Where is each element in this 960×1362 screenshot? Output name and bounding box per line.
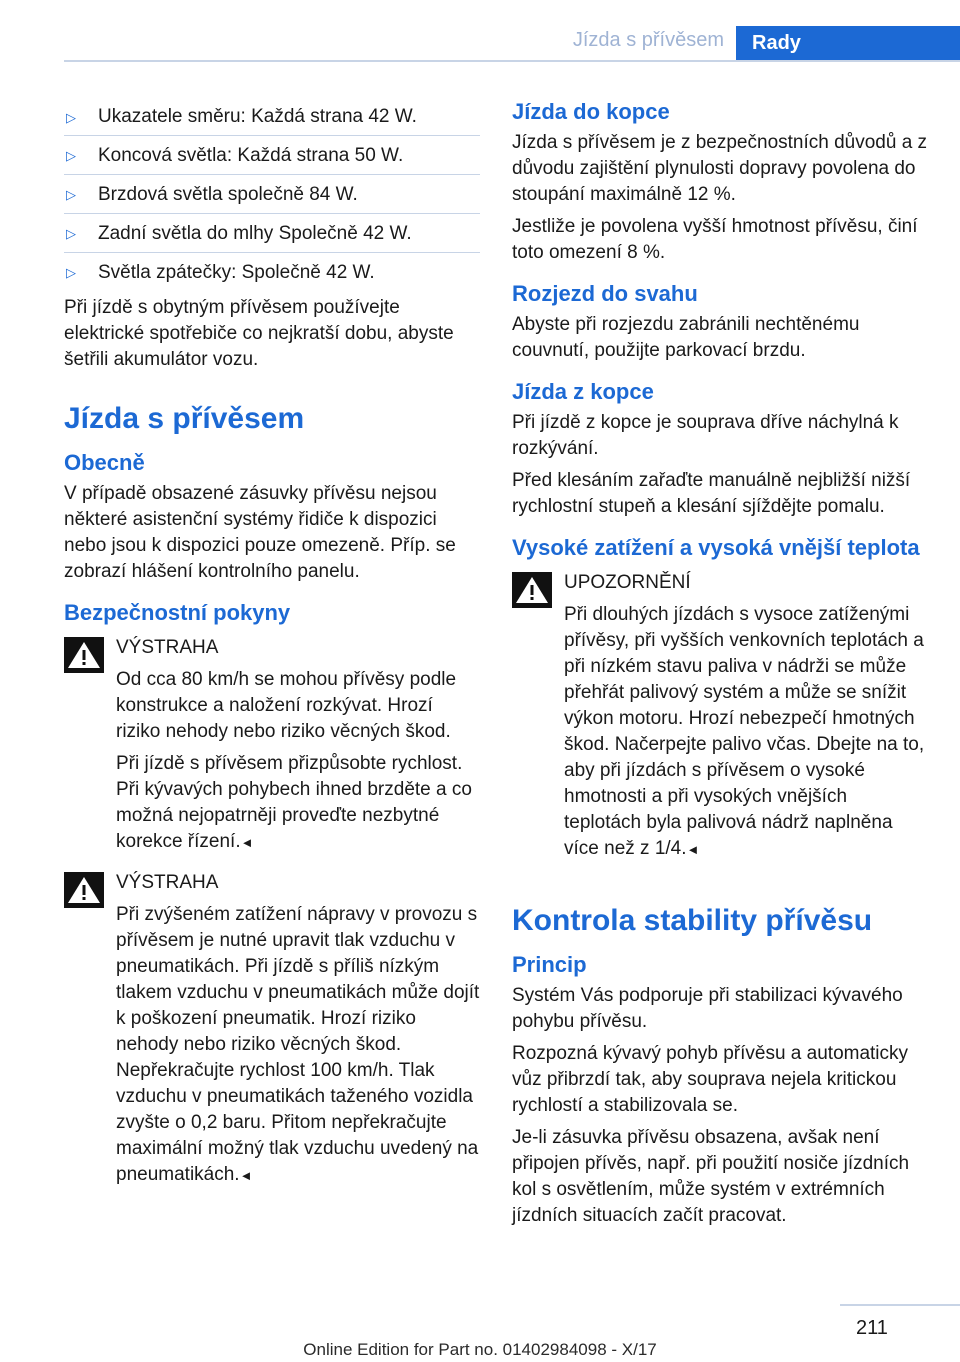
subheading-downhill: Jízda z kopce [512, 379, 654, 404]
warning-title: VÝSTRAHA [116, 637, 219, 658]
subheading-principle: Princip [512, 952, 587, 977]
paragraph-trailer-power: Při jízdě s obytným přívěsem používejte elektrické spotřebiče co nejkratší dobu, abyste šetřili akumulátor vozu. [64, 297, 454, 370]
subheading-high-load: Vysoké zatížení a vysoká vnější teplota [512, 535, 920, 560]
end-marker-icon: ◄ [240, 835, 254, 850]
warning-text: Při jízdě s přívěsem přizpůsobte rychlost. Při kývavých pohybech ihned brzděte a co možná nejopatrněji proveďte nezbytné korekce řízení.◄ [116, 753, 472, 852]
list-item: ▷ Ukazatele směru: Každá strana 42 W. [64, 98, 480, 136]
left-column [64, 98, 480, 1195]
notice-text: Při dlouhých jízdách s vysoce zatíženými přívěsy, při vyšších venkovních teplotách a při nízkém stavu paliva v nádrži se může přehřát palivový systém a může se snížit výkon motoru. Hrozí nebezpečí hmotných škod. Načerpejte palivo včas. Dbejte na to, aby při jízdách s přívěsem o vysoké hmotnosti a při vysokých vnějších teplotách byla palivová nádrž naplněna více než z 1/4.◄ [564, 604, 925, 859]
list-item: ▷ Zadní světla do mlhy Společně 42 W. [64, 214, 480, 253]
end-marker-icon: ◄ [239, 1168, 253, 1183]
footer-divider [840, 1304, 960, 1306]
bulb-wattage-list [64, 98, 480, 291]
paragraph-start-on-slope: Abyste při rozjezdu zabránili nechtěnému couvnutí, použijte parkovací brzdu. [512, 314, 860, 361]
notice-block [512, 570, 928, 863]
paragraph-principle-2: Rozpozná kývavý pohyb přívěsu a automaticky vůz přibrzdí tak, aby souprava nejela kritickou rychlostí a stabilizovala se. [512, 1043, 909, 1116]
warning-block-1 [64, 635, 480, 856]
paragraph-downhill-2: Před klesáním zařaďte manuálně nejbližší nižší rychlostní stupeň a klesání sjíždějte pomalu. [512, 470, 911, 517]
footer-edition-text: Online Edition for Part no. 01402984098 - X/17 [303, 1340, 657, 1359]
paragraph-general: V případě obsazené zásuvky přívěsu nejsou některé asistenční systémy řidiče k dispozici nebo jsou k dispozici pouze omezeně. Příp. se zobrazí hlášení kontrolního panelu. [64, 483, 456, 582]
page-number: 211 [856, 1317, 888, 1339]
paragraph-uphill-1: Jízda s přívěsem je z bezpečnostních důvodů a z důvodu zajištění plynulosti dopravy povolena do stoupání maximálně 12 %. [512, 132, 928, 205]
subheading-uphill: Jízda do kopce [512, 99, 670, 124]
list-item: ▷ Brzdová světla společně 84 W. [64, 175, 480, 214]
warning-text: Od cca 80 km/h se mohou přívěsy podle konstrukce a naložení rozkývat. Hrozí riziko nehody nebo riziko věcných škod. [116, 669, 457, 742]
triangle-right-icon: ▷ [66, 226, 76, 241]
list-item: ▷ Světla zpátečky: Společně 42 W. [66, 262, 375, 283]
right-column [512, 98, 928, 1235]
paragraph-downhill-1: Při jízdě z kopce je souprava dříve náchylná k rozkývání. [512, 412, 899, 459]
subheading-safety: Bezpečnostní pokyny [64, 600, 291, 625]
header-chapter-tab[interactable]: Rady [736, 26, 960, 62]
paragraph-uphill-2: Jestliže je povolena vyšší hmotnost přívěsu, činí toto omezení 8 %. [512, 216, 918, 263]
warning-text: Při zvýšeném zatížení nápravy v provozu s přívěsem je nutné upravit tlak vzduchu v pneumatikách. Při jízdě s příliš nízkým tlakem vzduchu v pneumatikách může dojít k poškození pneumatik. Hrozí riziko nehody nebo riziko věcných škod. Nepřekračujte rychlost 100 km/h. Tlak vzduchu v pneumatikách taženého vozidla zvyšte o 0,2 baru. Přitom nepřekračujte maximální možný tlak vzduchu uvedený na pneumatikách.◄ [116, 904, 480, 1185]
section-heading-stability: Kontrola stability přívěsu [512, 904, 873, 937]
section-heading-towing: Jízda s přívěsem [64, 402, 305, 435]
header-divider [64, 60, 960, 62]
paragraph-principle-3: Je-li zásuvka přívěsu obsazena, avšak není připojen přívěs, např. při použití nosiče jízdních kol s osvětlením, může systém v extrémních jízdních situacích začít pracovat. [512, 1127, 910, 1226]
warning-triangle-icon [64, 637, 104, 673]
end-marker-icon: ◄ [686, 842, 700, 857]
paragraph-principle-1: Systém Vás podporuje při stabilizaci kývavého pohybu přívěsu. [512, 985, 903, 1032]
warning-triangle-icon [512, 572, 552, 608]
subheading-general: Obecně [64, 450, 145, 475]
list-item: ▷ Koncová světla: Každá strana 50 W. [64, 136, 480, 175]
subheading-start-on-slope: Rozjezd do svahu [512, 281, 698, 306]
warning-title: VÝSTRAHA [116, 872, 219, 893]
warning-triangle-icon [64, 872, 104, 908]
warning-block-2 [64, 870, 480, 1189]
triangle-right-icon: ▷ [66, 187, 76, 202]
triangle-right-icon: ▷ [66, 148, 76, 163]
page-header [64, 26, 960, 62]
triangle-right-icon: ▷ [66, 265, 76, 280]
notice-title: UPOZORNĚNÍ [564, 572, 691, 593]
triangle-right-icon: ▷ [66, 110, 76, 125]
header-section-title: Jízda s přívěsem [572, 29, 724, 51]
